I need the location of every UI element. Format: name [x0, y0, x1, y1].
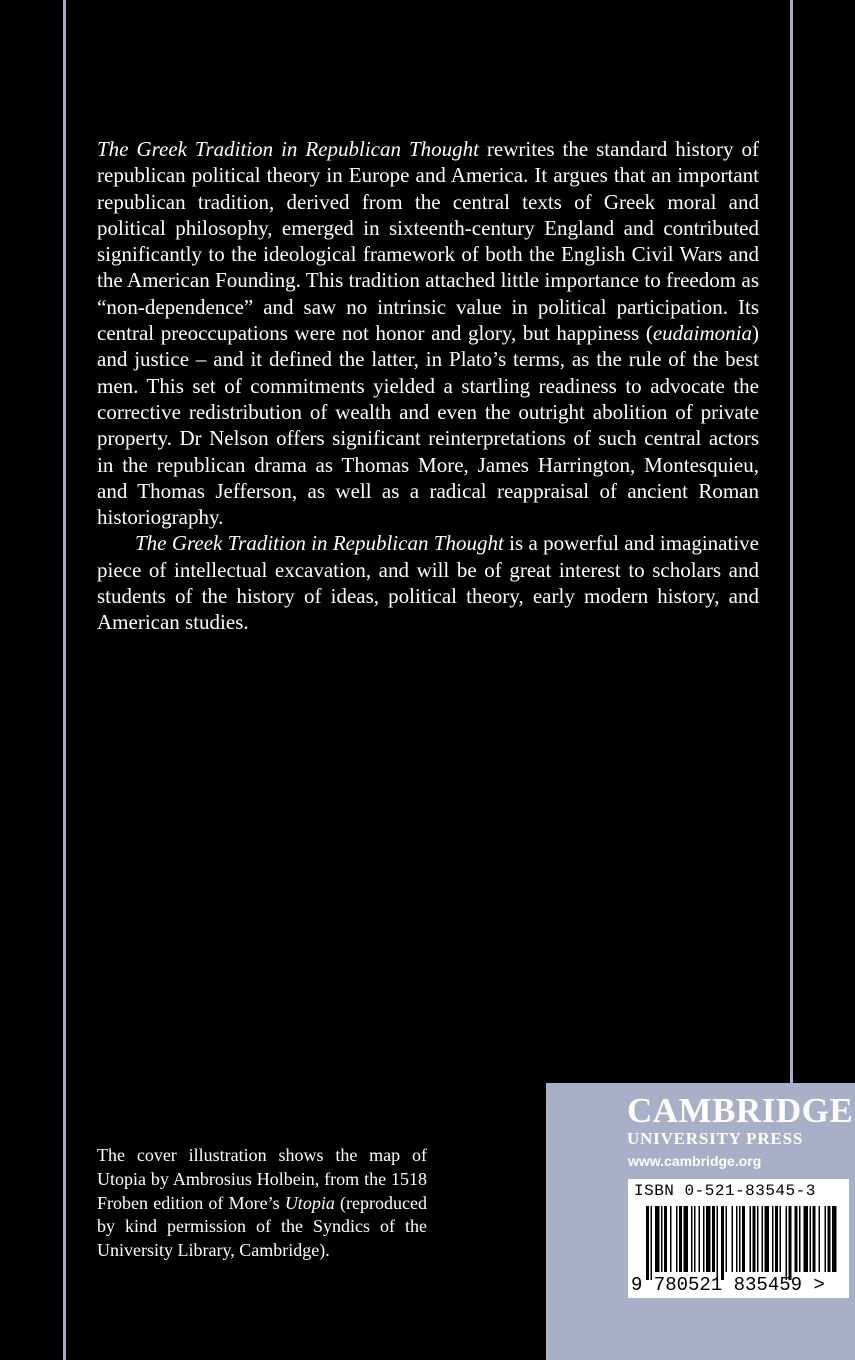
- barcode-bar: [762, 1206, 764, 1272]
- barcode-bar: [651, 1206, 653, 1280]
- barcode-bar: [646, 1206, 649, 1280]
- barcode-bar: [655, 1206, 660, 1272]
- book-title-italic: The Greek Tradition in Republican Thought: [97, 137, 479, 161]
- barcode-bar: [691, 1206, 693, 1272]
- cover-illustration-credit: The cover illustration shows the map of Utopia by Ambrosius Holbein, from the 1518 Froben edition of More’s Utopia (reproduced by kind permission of the Syndics of the University Library, Cambridge).: [97, 1145, 427, 1261]
- barcode-bar: [742, 1206, 745, 1272]
- barcode-bar: [786, 1206, 788, 1280]
- barcode-bar: [706, 1206, 711, 1272]
- barcode-bar: [789, 1206, 792, 1280]
- publisher-url: www.cambridge.org: [628, 1153, 762, 1169]
- barcode-bar: [726, 1206, 728, 1272]
- book-title-italic: The Greek Tradition in Republican Thought: [135, 531, 504, 556]
- barcode-bar: [712, 1206, 715, 1272]
- barcode-bar: [757, 1206, 759, 1272]
- barcode-bar: [775, 1206, 778, 1272]
- barcode-bar: [819, 1206, 821, 1272]
- eudaimonia-term: eudaimonia: [652, 321, 752, 346]
- utopia-title: Utopia: [284, 1192, 335, 1213]
- barcode-bar: [679, 1206, 682, 1272]
- barcode-bar: [828, 1206, 831, 1272]
- barcode-bar: [813, 1206, 816, 1272]
- barcode-bar: [684, 1206, 689, 1272]
- barcode-bar: [772, 1206, 774, 1272]
- barcode-bar: [736, 1206, 738, 1272]
- publisher-subname: UNIVERSITY PRESS: [627, 1129, 804, 1148]
- barcode-bar: [717, 1206, 719, 1280]
- barcode-box: [628, 1179, 849, 1298]
- barcode-bar: [750, 1206, 752, 1272]
- description-paragraph-2: [97, 530, 759, 635]
- barcode-bar: [832, 1206, 837, 1272]
- barcode-bar: [825, 1206, 827, 1272]
- barcode-bar: [753, 1206, 756, 1272]
- description-paragraph-1: [97, 136, 759, 530]
- barcode-bar: [739, 1206, 741, 1272]
- barcode-bar: [664, 1206, 667, 1272]
- book-description: [97, 136, 759, 636]
- isbn-label: ISBN 0-521-83545-3: [634, 1182, 816, 1200]
- ean-digits: 9 780521 835459 >: [631, 1274, 825, 1296]
- publisher-name: CAMBRIDGE: [627, 1091, 854, 1130]
- barcode-bar: [810, 1206, 812, 1272]
- barcode-bar: [795, 1206, 798, 1272]
- barcode-bar: [721, 1206, 724, 1280]
- barcode-bar: [676, 1206, 678, 1272]
- description-text: is a powerful and imaginative piece of intellectual excavation, and will be of great interest to scholars and students of the history of ideas, political theory, early modern history, and American studies.: [97, 531, 759, 635]
- barcode-bar: [670, 1206, 672, 1272]
- barcode-bar: [694, 1206, 696, 1272]
- barcode-bar: [804, 1206, 809, 1272]
- barcode-bar: [661, 1206, 663, 1272]
- description-text: rewrites the standard history of republican political theory in Europe and America. It argues that an important republican tradition, derived from the central texts of Greek moral and political philosophy, emerged in sixteenth-century England and contributed significantly to the ideological framework of both the English Civil Wars and the American Founding. This tradition attached little importance to freedom as “non-dependence” and saw no intrinsic value in political participation. Its central preoccupations were not honor and glory, but happiness (: [97, 137, 759, 346]
- left-border-rule: [63, 0, 66, 1360]
- publisher-panel: [546, 1083, 855, 1360]
- description-text: ) and justice – and it defined the latter, in Plato’s terms, as the rule of the best men. This set of commitments yielded a startling readiness to advocate the corrective redistribution of wealth and even the outright abolition of private property. Dr Nelson offers significant reinterpretations of such central actors in the republican drama as Thomas More, James Harrington, Montesquieu, and Thomas Jefferson, as well as a radical reappraisal of ancient Roman historiography.: [97, 321, 759, 530]
- barcode-bar: [765, 1206, 770, 1272]
- barcode-bar: [732, 1206, 734, 1272]
- barcode-bar: [799, 1206, 801, 1272]
- barcode-bar: [780, 1206, 782, 1272]
- barcode-bar: [703, 1206, 705, 1272]
- barcode-bar: [699, 1206, 701, 1272]
